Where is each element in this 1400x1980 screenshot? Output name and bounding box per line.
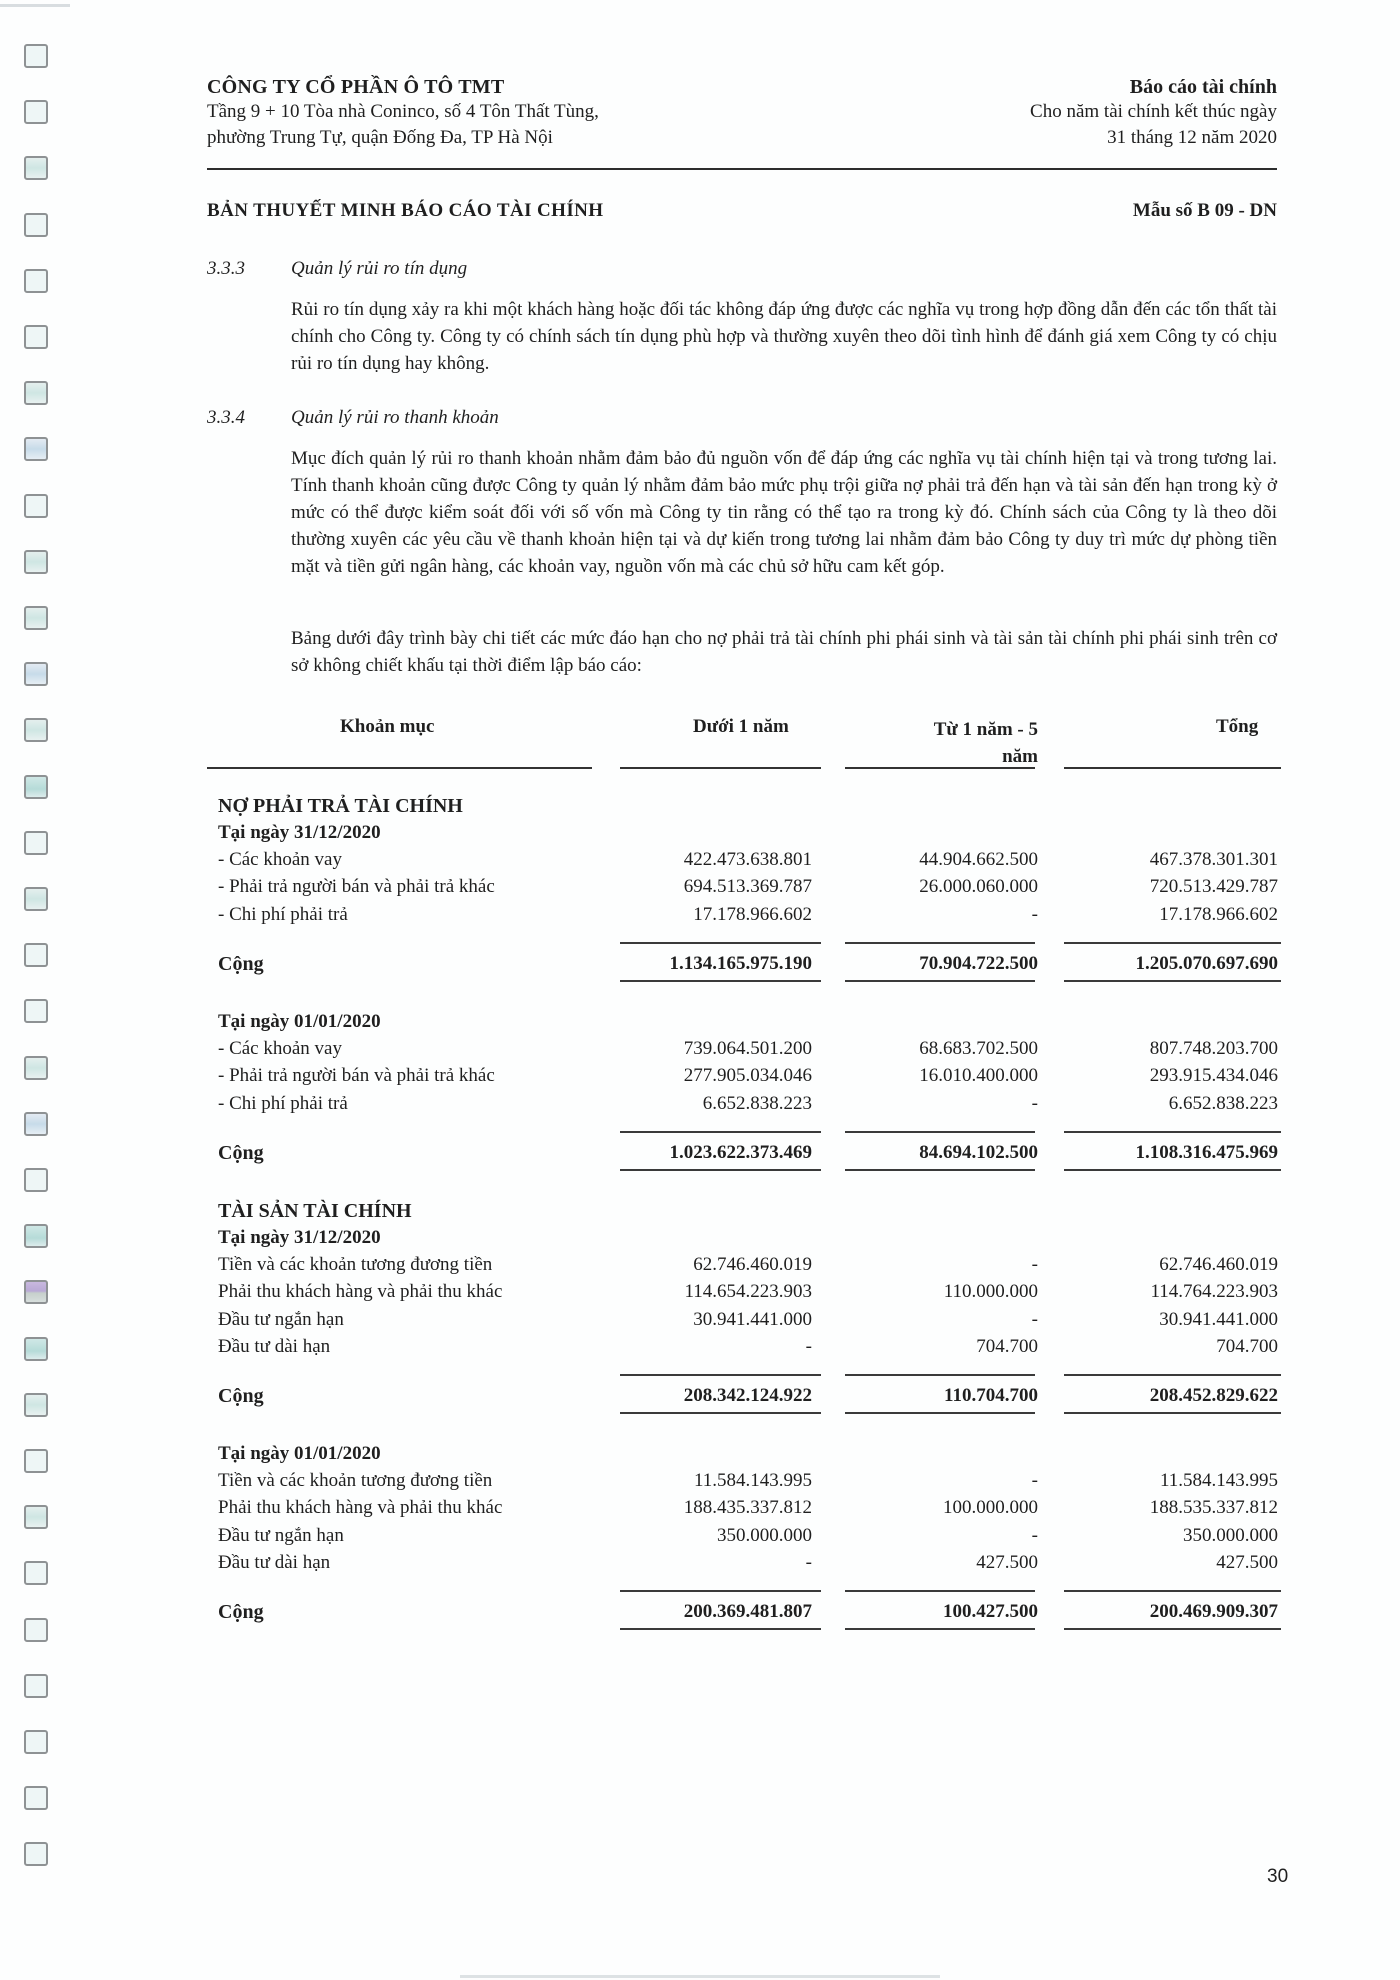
binder-hole xyxy=(24,999,48,1023)
total-underline xyxy=(1064,1412,1281,1414)
total-underline xyxy=(1064,1169,1281,1171)
cell-under-1y: 188.435.337.812 xyxy=(683,1497,812,1519)
table-row xyxy=(0,904,1400,931)
binder-hole xyxy=(24,550,48,574)
cell-under-1y: 62.746.460.019 xyxy=(693,1254,812,1275)
table-row xyxy=(0,1309,1400,1336)
address-line-1: Tầng 9 + 10 Tòa nhà Coninco, số 4 Tôn Thất Tùng, xyxy=(207,101,599,122)
section-paragraph: Mục đích quản lý rủi ro thanh khoản nhằm đảm bảo đủ nguồn vốn để đáp ứng các nghĩa vụ tài chính hiện tại và trong tương lai. Tính thanh khoản cũng được Công ty quản lý nhằm đảm bảo mức phụ trội giữa nợ phải trả đến hạn và tài sản đến hạn trong kỳ ở mức có thể được kiểm soát đối với số vốn mà Công ty tin rằng có thể tạo ra trong kỳ đó. Chính sách của Công ty là theo dõi thường xuyên các yêu cầu về thanh khoản hiện tại và dự kiến trong tương lai nhằm đảm bảo Công ty duy trì mức dự phòng tiền mặt và tiền gửi ngân hàng, các khoản vay, nguồn vốn mà các chủ sở hữu cam kết góp. xyxy=(291,448,1277,577)
table-group-title: TÀI SẢN TÀI CHÍNH xyxy=(218,1200,412,1222)
table-row xyxy=(0,1254,1400,1281)
period-date-heading: Tại ngày 31/12/2020 xyxy=(218,1227,381,1248)
subtotal-line xyxy=(1064,1374,1281,1376)
table-intro-paragraph: Bảng dưới đây trình bày chi tiết các mức đáo hạn cho nợ phải trả tài chính phi phái sinh và tài sản tài chính phi phái sinh trên cơ sở không chiết khấu tại thời điểm lập báo cáo: xyxy=(291,628,1277,676)
col-header-1-5y-line2: năm xyxy=(1002,746,1038,767)
cell-1-5y: 704.700 xyxy=(976,1335,1038,1357)
row-label: Phải thu khách hàng và phải thu khác xyxy=(218,1281,503,1303)
cell-1-5y: - xyxy=(1031,903,1038,925)
cell-1-5y: 44.904.662.500 xyxy=(919,849,1038,870)
cell-total: 30.941.441.000 xyxy=(1159,1308,1278,1330)
binder-hole xyxy=(24,775,48,799)
col-header-item: Khoản mục xyxy=(340,716,435,737)
section-number: 3.3.4 xyxy=(207,407,245,428)
cell-under-1y: 422.473.638.801 xyxy=(683,849,812,870)
cell-under-1y: - xyxy=(805,1551,812,1573)
cell-total: 350.000.000 xyxy=(1183,1524,1278,1546)
total-underline xyxy=(620,1628,821,1630)
binder-hole xyxy=(24,1224,48,1248)
total-underline xyxy=(1064,1628,1281,1630)
cell-under-1y: 30.941.441.000 xyxy=(693,1308,812,1330)
total-1-5y: 110.704.700 xyxy=(944,1385,1038,1406)
cell-under-1y: 11.584.143.995 xyxy=(693,1470,812,1491)
address-line-2: phường Trung Tự, quận Đống Đa, TP Hà Nội xyxy=(207,127,553,148)
total-1-5y: 100.427.500 xyxy=(943,1601,1038,1622)
row-label: - Các khoản vay xyxy=(218,1038,342,1059)
cell-1-5y: - xyxy=(1031,1308,1038,1330)
row-label: Đầu tư ngắn hạn xyxy=(218,1524,344,1546)
cell-total: 293.915.434.046 xyxy=(1149,1065,1278,1087)
binder-hole xyxy=(24,1674,48,1698)
table-row xyxy=(0,849,1400,876)
col-underline xyxy=(1064,767,1281,769)
total-row xyxy=(0,1601,1400,1628)
cell-under-1y: 277.905.034.046 xyxy=(683,1065,812,1087)
subtotal-line xyxy=(1064,1590,1281,1592)
total-underline xyxy=(845,980,1035,982)
table-group-title: NỢ PHẢI TRẢ TÀI CHÍNH xyxy=(218,795,463,817)
col-header-1-5y-line1: Từ 1 năm - 5 xyxy=(933,719,1038,740)
total-under-1y: 1.134.165.975.190 xyxy=(669,953,812,974)
cell-1-5y: - xyxy=(1031,1524,1038,1546)
total-sum: 1.108.316.475.969 xyxy=(1135,1142,1278,1163)
row-label: Đầu tư dài hạn xyxy=(218,1335,331,1357)
cell-1-5y: - xyxy=(1031,1470,1038,1491)
cell-under-1y: 114.654.223.903 xyxy=(684,1281,812,1303)
cell-under-1y: 6.652.838.223 xyxy=(702,1092,812,1114)
cell-1-5y: 427.500 xyxy=(976,1551,1038,1573)
binder-hole xyxy=(24,494,48,518)
binder-hole xyxy=(24,269,48,293)
total-row xyxy=(0,1385,1400,1412)
table-row xyxy=(0,1497,1400,1524)
row-label: Phải thu khách hàng và phải thu khác xyxy=(218,1497,503,1519)
total-sum: 1.205.070.697.690 xyxy=(1135,953,1278,974)
cell-under-1y: 694.513.369.787 xyxy=(683,876,812,898)
cell-total: 11.584.143.995 xyxy=(1159,1470,1278,1491)
row-label: - Phải trả người bán và phải trả khác xyxy=(218,1065,495,1087)
cell-under-1y: 350.000.000 xyxy=(717,1524,812,1546)
binder-hole xyxy=(24,606,48,630)
document-title: BẢN THUYẾT MINH BÁO CÁO TÀI CHÍNH xyxy=(207,200,604,221)
subtotal-line xyxy=(845,942,1035,944)
total-underline xyxy=(1064,980,1281,982)
binder-hole xyxy=(24,718,48,742)
cell-under-1y: 739.064.501.200 xyxy=(683,1038,812,1059)
period-line-2: 31 tháng 12 năm 2020 xyxy=(1107,127,1277,148)
cell-under-1y: 17.178.966.602 xyxy=(693,903,812,925)
period-line-1: Cho năm tài chính kết thúc ngày xyxy=(1030,101,1277,122)
subtotal-line xyxy=(1064,942,1281,944)
table-row xyxy=(0,1065,1400,1092)
report-info xyxy=(1030,76,1277,151)
section-paragraph: Rủi ro tín dụng xảy ra khi một khách hàng hoặc đối tác không đáp ứng được các nghĩa vụ trong hợp đồng dẫn đến các tổn thất tài chính cho Công ty. Công ty có chính sách tín dụng phù hợp và thường xuyên theo dõi tình hình để đánh giá xem Công ty có chịu rủi ro tín dụng hay không. xyxy=(291,299,1277,374)
binder-hole xyxy=(24,381,48,405)
total-underline xyxy=(620,1169,821,1171)
table-row xyxy=(0,1281,1400,1308)
table-row xyxy=(0,1038,1400,1065)
total-under-1y: 1.023.622.373.469 xyxy=(669,1142,812,1163)
cell-total: 807.748.203.700 xyxy=(1149,1038,1278,1059)
row-label: Tiền và các khoản tương đương tiền xyxy=(218,1470,493,1491)
form-number: Mẫu số B 09 - DN xyxy=(1132,200,1277,221)
cell-1-5y: - xyxy=(1031,1254,1038,1275)
total-label: Cộng xyxy=(218,1142,264,1164)
subtotal-line xyxy=(845,1590,1035,1592)
binder-hole xyxy=(24,325,48,349)
binder-hole xyxy=(24,1730,48,1754)
total-underline xyxy=(620,1412,821,1414)
company-name: CÔNG TY CỔ PHẦN Ô TÔ TMT xyxy=(207,76,505,98)
binder-hole xyxy=(24,213,48,237)
row-label: Đầu tư dài hạn xyxy=(218,1551,331,1573)
cell-total: 720.513.429.787 xyxy=(1149,876,1278,898)
cell-under-1y: - xyxy=(805,1335,812,1357)
total-sum: 200.469.909.307 xyxy=(1149,1601,1278,1622)
cell-total: 467.378.301.301 xyxy=(1149,849,1278,870)
cell-total: 6.652.838.223 xyxy=(1168,1092,1278,1114)
col-underline xyxy=(207,767,592,769)
row-label: - Chi phí phải trả xyxy=(218,1092,348,1114)
row-label: - Chi phí phải trả xyxy=(218,903,348,925)
table-row xyxy=(0,1093,1400,1120)
cell-total: 62.746.460.019 xyxy=(1159,1254,1278,1275)
subtotal-line xyxy=(620,1590,821,1592)
cell-total: 427.500 xyxy=(1216,1551,1278,1573)
cell-total: 17.178.966.602 xyxy=(1159,903,1278,925)
title-row xyxy=(207,200,1277,222)
row-label: - Phải trả người bán và phải trả khác xyxy=(218,876,495,898)
col-header-total: Tổng xyxy=(1216,716,1259,737)
binder-hole xyxy=(24,44,48,68)
section-title: Quản lý rủi ro thanh khoản xyxy=(291,407,499,428)
total-underline xyxy=(845,1628,1035,1630)
total-underline xyxy=(845,1412,1035,1414)
table-row xyxy=(0,1525,1400,1552)
binder-holes xyxy=(22,0,52,1980)
cell-total: 704.700 xyxy=(1216,1335,1278,1357)
row-label: - Các khoản vay xyxy=(218,849,342,870)
total-1-5y: 70.904.722.500 xyxy=(919,953,1038,974)
period-date-heading: Tại ngày 31/12/2020 xyxy=(218,822,381,843)
cell-1-5y: 16.010.400.000 xyxy=(919,1065,1038,1087)
subtotal-line xyxy=(845,1131,1035,1133)
subtotal-line xyxy=(1064,1131,1281,1133)
total-row xyxy=(0,1142,1400,1169)
col-header-1-5y xyxy=(906,716,1038,770)
page-header xyxy=(207,76,1277,151)
section-title: Quản lý rủi ro tín dụng xyxy=(291,258,468,279)
report-name: Báo cáo tài chính xyxy=(1129,76,1277,98)
subtotal-line xyxy=(845,1374,1035,1376)
table-row xyxy=(0,1336,1400,1363)
total-1-5y: 84.694.102.500 xyxy=(919,1142,1038,1163)
total-label: Cộng xyxy=(218,953,264,975)
row-label: Đầu tư ngắn hạn xyxy=(218,1308,344,1330)
cell-1-5y: 26.000.060.000 xyxy=(919,876,1038,898)
total-row xyxy=(0,953,1400,980)
section-number: 3.3.3 xyxy=(207,258,245,279)
subtotal-line xyxy=(620,1131,821,1133)
cell-total: 114.764.223.903 xyxy=(1150,1281,1278,1303)
total-sum: 208.452.829.622 xyxy=(1149,1385,1278,1406)
total-label: Cộng xyxy=(218,1385,264,1407)
binder-hole xyxy=(24,1168,48,1192)
subtotal-line xyxy=(620,942,821,944)
total-under-1y: 200.369.481.807 xyxy=(683,1601,812,1622)
cell-1-5y: 68.683.702.500 xyxy=(919,1038,1038,1059)
cell-total: 188.535.337.812 xyxy=(1149,1497,1278,1519)
page-number: 30 xyxy=(1267,1866,1289,1887)
subtotal-line xyxy=(620,1374,821,1376)
row-label: Tiền và các khoản tương đương tiền xyxy=(218,1254,493,1275)
table-row xyxy=(0,876,1400,903)
total-label: Cộng xyxy=(218,1601,264,1623)
binder-hole xyxy=(24,100,48,124)
col-underline xyxy=(620,767,821,769)
binder-hole xyxy=(24,1842,48,1866)
period-date-heading: Tại ngày 01/01/2020 xyxy=(218,1443,381,1464)
header-divider xyxy=(207,168,1277,170)
col-header-under-1y: Dưới 1 năm xyxy=(693,716,789,737)
period-date-heading: Tại ngày 01/01/2020 xyxy=(218,1011,381,1032)
total-underline xyxy=(620,980,821,982)
table-row xyxy=(0,1552,1400,1579)
total-underline xyxy=(845,1169,1035,1171)
cell-1-5y: - xyxy=(1031,1092,1038,1114)
col-underline xyxy=(845,767,1035,769)
table-row xyxy=(0,1470,1400,1497)
cell-1-5y: 100.000.000 xyxy=(943,1497,1038,1519)
cell-1-5y: 110.000.000 xyxy=(943,1281,1038,1303)
binder-hole xyxy=(24,437,48,461)
binder-hole xyxy=(24,156,48,180)
binder-hole xyxy=(24,1786,48,1810)
total-under-1y: 208.342.124.922 xyxy=(683,1385,812,1406)
scan-edge-bottom xyxy=(460,1975,940,1978)
binder-hole xyxy=(24,662,48,686)
